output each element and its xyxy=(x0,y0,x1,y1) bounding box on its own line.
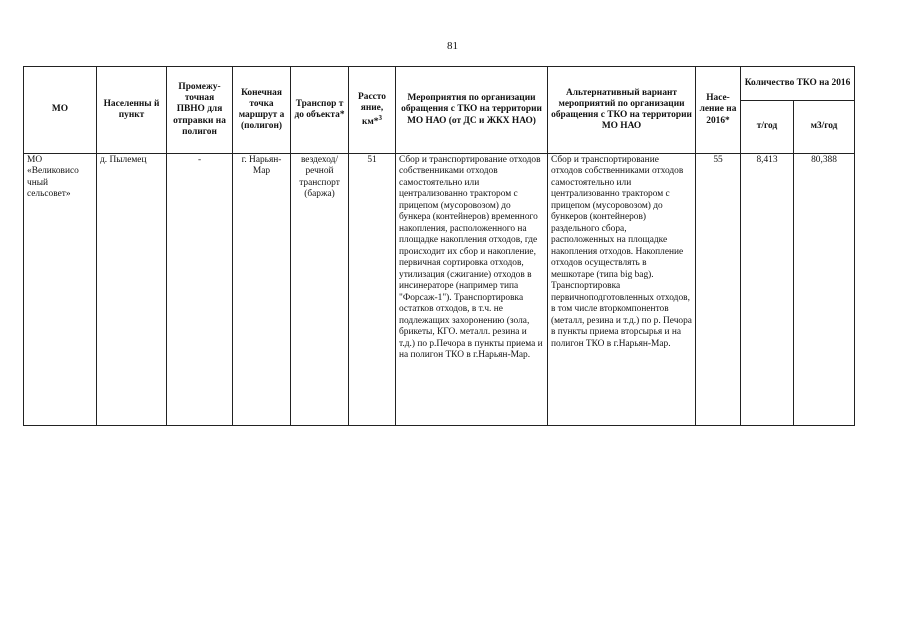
header-alternative: Альтернативный вариант мероприятий по организации обращения с ТКО на территории МО НАО xyxy=(548,67,696,154)
header-intermediate: Промежу-точная ПВНО для отправки на полигон xyxy=(167,67,233,154)
header-tons: т/год xyxy=(741,101,794,154)
cell-m3: 80,388 xyxy=(794,154,855,426)
cell-tons: 8,413 xyxy=(741,154,794,426)
page-number: 81 xyxy=(447,40,458,52)
header-distance-text: Рассто яние, км* xyxy=(358,91,386,128)
cell-mo: МО «Великовисо чный сельсовет» xyxy=(24,154,97,426)
cell-population: 55 xyxy=(696,154,741,426)
header-distance-sup: 3 xyxy=(378,113,382,122)
cell-settlement: д. Пылемец xyxy=(97,154,167,426)
header-m3: м3/год xyxy=(794,101,855,154)
cell-distance: 51 xyxy=(349,154,396,426)
header-tko-amount: Количество ТКО на 2016 xyxy=(741,67,855,101)
header-measures: Мероприятия по организации обращения с ТКО на территории МО НАО (от ДС и ЖКХ НАО) xyxy=(396,67,548,154)
table-row xyxy=(24,154,855,426)
cell-alternative: Сбор и транспортирование отходов собственниками отходов самостоятельно или централизованно трактором с прицепом (мусоровозом) до бункеров (контейнеров) раздельного сбора, расположенных на площадке накопления отходов. Накопление отходов осуществлять в мешкотаре (типа big bag). Транспортировка первичноподготовленных отходов, в том числе вторкомпонентов (металл, резина и т.д.) по р. Печора в пункты приема вторсырья и на полигон ТКО в г.Нарьян-Мар. xyxy=(548,154,696,426)
header-distance xyxy=(349,67,396,154)
header-settlement: Населенны й пункт xyxy=(97,67,167,154)
header-transport: Транспор т до объекта* xyxy=(291,67,349,154)
header-mo: МО xyxy=(24,67,97,154)
cell-intermediate: - xyxy=(167,154,233,426)
header-endpoint: Конечная точка маршрут а (полигон) xyxy=(233,67,291,154)
tko-table xyxy=(23,66,855,426)
cell-measures: Сбор и транспортирование отходов собственниками отходов самостоятельно или централизованно трактором с прицепом (мусоровозом) до бункера (контейнеров) временного накопления, расположенного на площадке накопления отходов, где происходит их сбор и накопление, первичная сортировка отходов, утилизация (сжигание) отходов в инсинераторе (например типа "Форсаж-1"). Транспортировка остатков отходов, в т.ч. не подлежащих захоронению (зола, брикеты, КГО. металл. резина и т.д.) по р.Печора в пункты приема и на полигон ТКО в г.Нарьян-Мар. xyxy=(396,154,548,426)
cell-transport: вездеход/ речной транспорт (баржа) xyxy=(291,154,349,426)
header-population: Насе-ление на 2016* xyxy=(696,67,741,154)
cell-endpoint: г. Нарьян-Мар xyxy=(233,154,291,426)
